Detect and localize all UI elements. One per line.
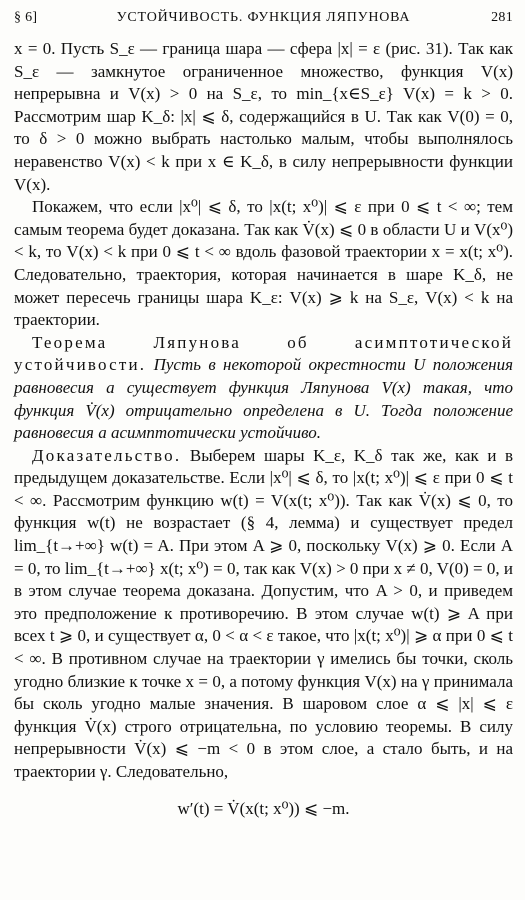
page-body: [14, 38, 513, 820]
page-number: 281: [491, 10, 513, 25]
theorem-statement: Пусть в некоторой окрестности U положения равновесия a существует функция Ляпунова V(x) такая, что функция V̇(x) отрицательно определена в U. Тогда положение равновесия a асимптотически устойчиво.: [14, 355, 513, 443]
theorem-title: Теорема Ляпунова об асимптотической устойчивости.: [14, 332, 513, 375]
section-marker: § 6]: [14, 10, 38, 25]
paragraph-2: Покажем, что если |x⁰| ⩽ δ, то |x(t; x⁰)| ⩽ ε при 0 ⩽ t < ∞; тем самым теорема будет доказана. Так как V̇(x) ⩽ 0 в области U и V(x⁰) < k, то V(x) < k при 0 ⩽ t < ∞ вдоль фазовой траектории x = x(t; x⁰). Следовательно, траектория, которая начинается в шаре K_δ, не может пересечь границы шара K_ε: V(x) ⩾ k на S_ε, V(x) < k на траектории.: [14, 197, 513, 330]
paragraph-1: x = 0. Пусть S_ε — граница шара — сфера |x| = ε (рис. 31). Так как S_ε — замкнутое ограниченное множество, функция V(x) непрерывна и V(x) > 0 на S_ε, то min_{x∈S_ε} V(x) = k > 0. Рассмотрим шар K_δ: |x| ⩽ δ, содержащийся в U. Так как V(0) = 0, то δ > 0 можно выбрать настолько малым, чтобы выполнялось неравенство V(x) < k при x ∈ K_δ, в силу непрерывности функции V(x).: [14, 39, 513, 194]
proof: [14, 445, 513, 784]
display-formula: w′(t) = V̇(x(t; x⁰)) ⩽ −m.: [177, 798, 350, 818]
proof-text: Выберем шары K_ε, K_δ так же, как и в предыдущем доказательстве. Если |x⁰| ⩽ δ, то |x(t; x⁰)| ⩽ ε при 0 ⩽ t < ∞. Рассмотрим функцию w(t) = V(x(t; x⁰)). Так как V̇(x) ⩽ 0, то функция w(t) не возрастает (§ 4, лемма) и существует предел lim_{t→+∞} w(t) = A. При этом A ⩾ 0, поскольку V(x) ⩾ 0. Если A = 0, то lim_{t→+∞} x(t; x⁰) = 0, так как V(x) > 0 при x ≠ 0, V(0) = 0, и в этом случае теорема доказана. Допустим, что A > 0, и приведем это предположение к противоречию. В этом случае w(t) ⩾ A при всех t ⩾ 0, и существует α, 0 < α < ε такое, что |x(t; x⁰)| ⩾ α при 0 ⩽ t < ∞. В противном случае на траектории γ имелись бы точки, сколь угодно близкие к точке x = 0, а потому функция V(x) на γ принимала бы сколь угодно малые значения. В шаровом слое α ⩽ |x| ⩽ ε функция V̇(x) строго отрицательна, по условию теоремы. В силу непрерывности V̇(x) ⩽ −m < 0 в этом слое, а стало быть, и на траектории γ. Следовательно,: [14, 445, 514, 781]
theorem: [14, 332, 513, 445]
running-title: УСТОЙЧИВОСТЬ. ФУНКЦИЯ ЛЯПУНОВА: [116, 10, 411, 25]
running-header: [14, 8, 513, 30]
proof-title: Доказательство.: [32, 445, 182, 465]
